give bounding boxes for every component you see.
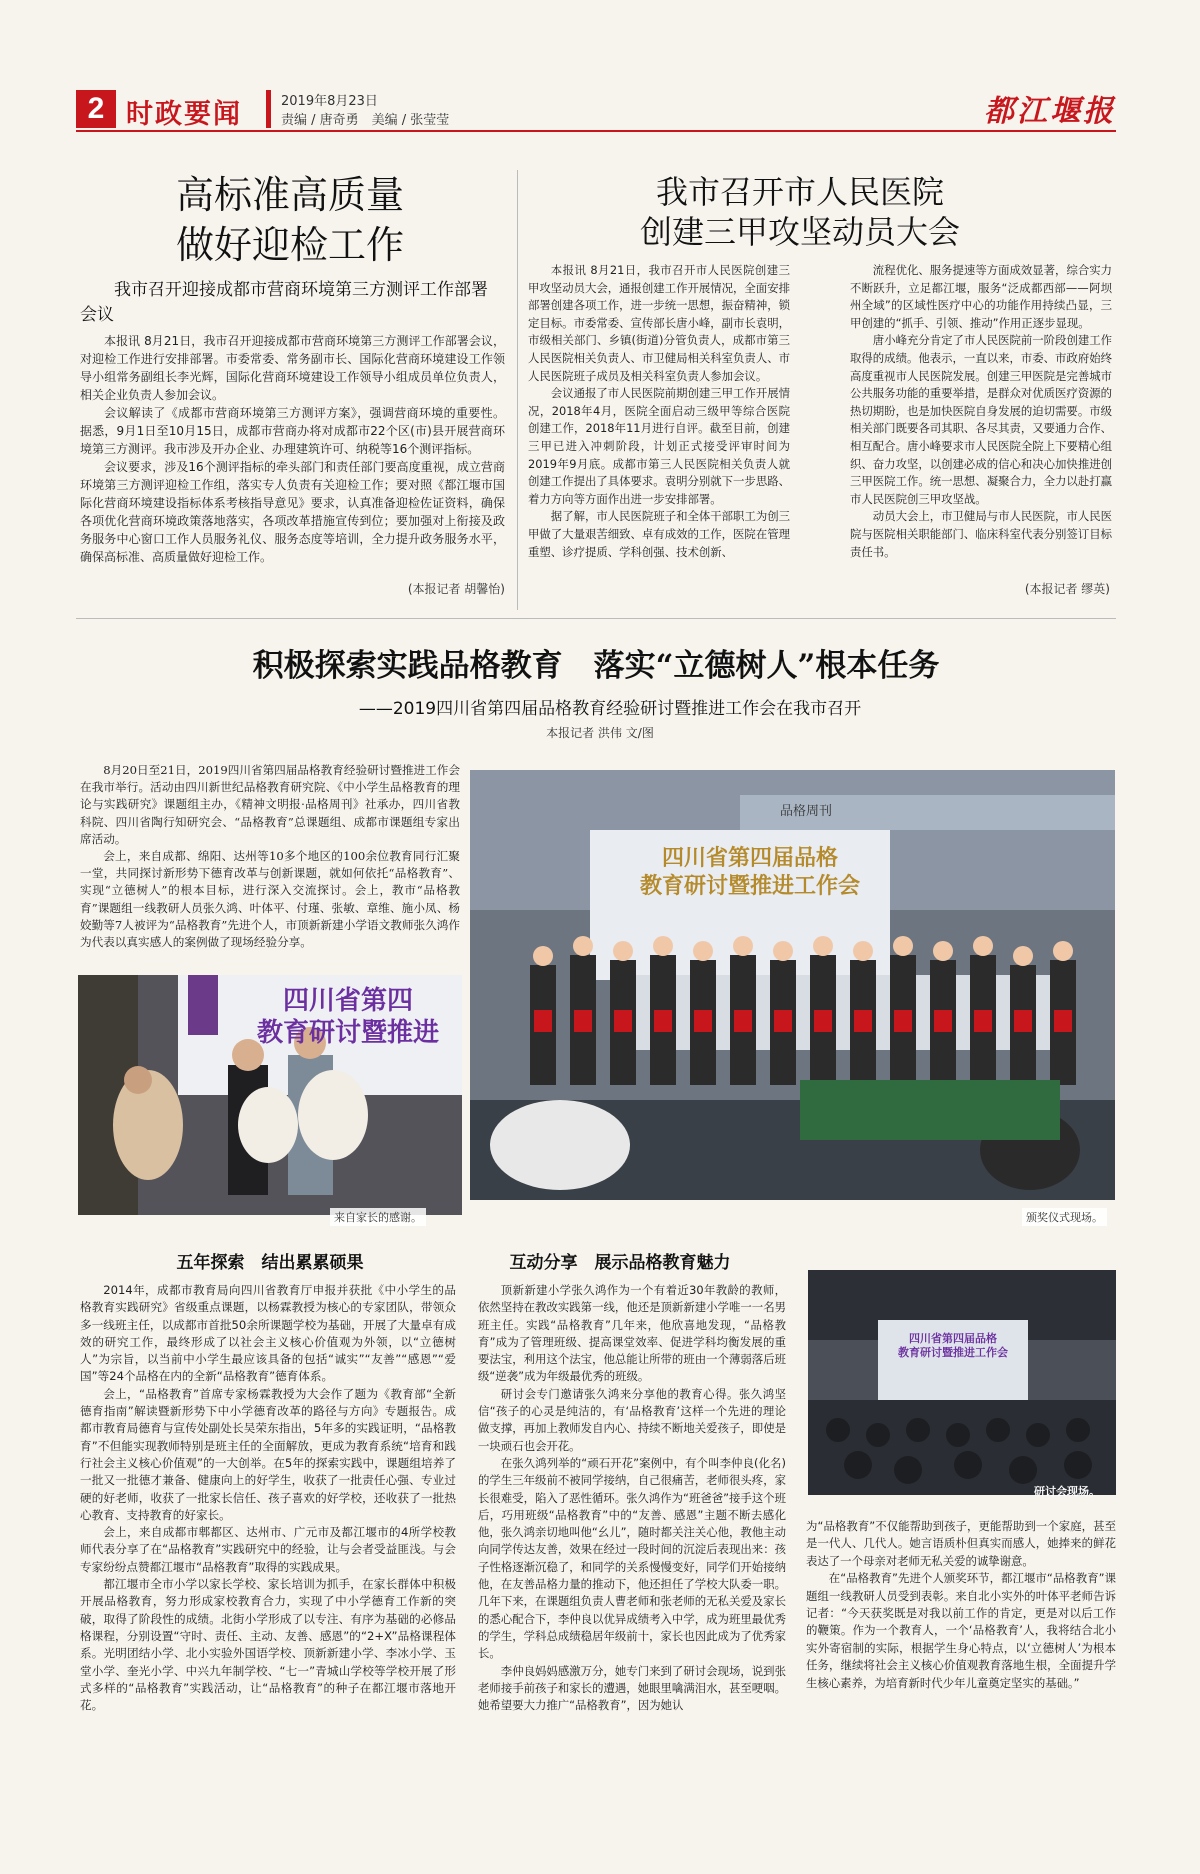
paragraph: 在“品格教育”先进个人颁奖环节，都江堰市“品格教育”课题组一线教研人员受到表彰。来自北小实外的叶体平老师告诉记者：“今天获奖既是对我以前工作的肯定，更是对以后工作的鞭策。作为一个教育人，一个‘品格教育’人，我将结合北小实外寄宿制的实际，根据学生身心特点，以‘立德树人’为根本任务，继续将社会主义核心价值观教育落地生根，全面提升学生核心素养，为培育新时代少年儿童奠定坚实的基础。” [806, 1571, 1116, 1690]
banner-line: 四川省第四届品格 [661, 846, 838, 871]
article1-subhead: 我市召开迎接成都市营商环境第三方测评工作部署会议 [80, 280, 488, 325]
right-photo-banner [886, 1332, 1020, 1360]
article1-headline [90, 170, 490, 270]
section-title: 时政要闻 [126, 99, 242, 130]
article3-headline: 积极探索实践品格教育 落实“立德树人”根本任务 [252, 648, 940, 684]
paragraph: 8月20日至21日，2019四川省第四届品格教育经验研讨暨推进工作会在我市举行。活动由四川新世纪品格教育研究院、《中小学生品格教育的理论与实践研究》课题组主办，《精神文明报·品格周刊》社承办，四川省教科院、四川省陶行知研究会、“品格教育”总课题组、成都市课题组专家出席活动。 [80, 763, 460, 846]
article2-headline [560, 172, 1040, 252]
column-divider [517, 170, 518, 610]
award-photo-caption: 颁奖仪式现场。 [1022, 1208, 1107, 1226]
paragraph: 2014年，成都市教育局向四川省教育厅申报并获批《中小学生的品格教育实践研究》省级重点课题，以杨霖教授为核心的专家团队，带领众多一线班主任，以成都市首批50余所课题学校为基础，开展了大量卓有成效的研究工作，最终形成了以社会主义核心价值观为外领，以“立德树人”为宗旨，以当前中小学生最应该具备的包括“诚实”“友善”“感恩”“爱国”等24个品格在内的全新“品格教育”德育体系。 [80, 1283, 456, 1384]
section2-title: 互动分享 展示品格教育魅力 [509, 1253, 731, 1273]
section1-body [80, 1282, 456, 1714]
paragraph: 流程优化、服务提速等方面成效显著，综合实力不断跃升，立足都江堰，服务“泛成都西部——阿坝州全域”的区域性医疗中心的功能作用持续凸显，三甲创建的“抓手、引领、推动”作用正逐步显现。 [850, 263, 1113, 330]
paragraph: 会上，来自成都、绵阳、达州等10多个地区的100余位教育同行汇聚一堂，共同探讨新形势下德育改革与创新课题，就如何依托“品格教育”、实现“立德树人”的根本目标，进行深入交流探讨。会上，教市“品格教育”课题组一线教研人员张久鸿、叶体平、付瑾、张敏、章维、施小凤、杨姣勤等7人被评为“品格教育”先进个人，市顶新新建小学语文教师张久鸿作为代表以真实感人的案例做了现场经验分享。 [80, 849, 460, 950]
award-ceremony-photo [470, 770, 1115, 1200]
banner-line: 四川省第四 [282, 986, 413, 1016]
left-photo-banner [228, 985, 462, 1049]
article3-subtitle: ——2019四川省第四届品格教育经验研讨暨推进工作会在我市召开 [358, 699, 862, 719]
article1-headline-line1: 高标准高质量 [175, 173, 404, 217]
section3-body [806, 1518, 1116, 1692]
banner-line: 教育研讨暨推进工作会 [639, 874, 860, 899]
paragraph: 会上，来自成都市郫都区、达州市、广元市及都江堰市的4所学校教师代表分享了在“品格教育”实践研究中的经验，让与会者受益匪浅。与会专家纷纷点赞都江堰市“品格教育”取得的实践成果。 [80, 1525, 456, 1574]
paragraph: 都江堰市全市小学以家长学校、家长培训为抓手，在家长群体中积极开展品格教育，努力形成家校教育合力，实现了中小学德育工作新的突破，取得了阶段性的成绩。北街小学形成了以专注、有序为基础的必修品格课程，分别设置“守时、责任、主动、友善、感恩”的“2+X”品格课程体系。光明团结小学、北小实验外国语学校、顶新新建小学、李冰小学、玉堂小学、奎光小学、中兴九年制学校、“七一”青城山学校等学校开展了形式多样的“品格教育”实践活动，让“品格教育”的种子在都江堰市落地开花。 [80, 1577, 456, 1713]
parent-thanks-photo [78, 975, 462, 1215]
article2-body-col1 [528, 262, 790, 561]
paragraph: 会议通报了市人民医院前期创建三甲工作开展情况，2018年4月，医院全面启动三级甲等综合医院创建工作，2018年11月进行自评。截至目前，创建三甲已进入冲刺阶段，计划正式接受评审时间为2019年9月底。成都市第三人民医院相关负责人就创建工作提出了具体要求。袁明分别就下一步思路、着力方向等方面作出进一步安排部署。 [528, 386, 791, 506]
paragraph: 动员大会上，市卫健局与市人民医院，市人民医院与医院相关职能部门、临床科室代表分别签订目标责任书。 [850, 509, 1113, 559]
article2-headline-line2: 创建三甲攻坚动员大会 [639, 213, 960, 251]
paragraph: 会上，“品格教育”首席专家杨霖教授为大会作了题为《教育部“全新德育指南”解读暨新形势下中小学德育改革的路径与方向》专题报告。成都市教育局德育与宣传处副处长吴荣东指出，5年多的实践证明，“品格教育”不但能实现教师特别是班主任的全面解放，更成为教育系统“培育和践行社会主义核心价值观”的一大创举。在5年的探索实践中，课题组培养了一批又一批德才兼备、健康向上的好学生，收获了一批责任心强、专业过硬的好老师，收获了一批家长信任、孩子喜欢的好学校，还收获了一批热心教育、支持教育的好家长。 [80, 1386, 456, 1522]
banner-line: 四川省第四届品格 [909, 1332, 997, 1345]
article1-byline: (本报记者 胡馨怡) [407, 582, 505, 596]
section1-title: 五年探索 结出累累硕果 [176, 1253, 364, 1273]
paragraph: 研讨会专门邀请张久鸿来分享他的教育心得。张久鸿坚信“孩子的心灵是纯洁的，有‘品格教育’这样一个先进的理论做支撑，再加上教师发自内心、持续不断地关爱孩子，即使是一块顽石也会开花。 [478, 1386, 786, 1453]
parent-photo-caption: 来自家长的感谢。 [330, 1208, 426, 1226]
banner-line: 教育研讨暨推进 [256, 1018, 439, 1048]
section2-body [478, 1282, 786, 1714]
article2-headline-line1: 我市召开市人民医院 [655, 173, 944, 211]
article3-intro [80, 762, 460, 951]
seminar-photo-caption: 研讨会现场。 [1034, 1485, 1100, 1498]
page-number: 2 [76, 90, 116, 128]
paragraph: 本报讯 8月21日，我市召开市人民医院创建三甲攻坚动员大会，通报创建工作开展情况，全面安排部署创建各项工作，进一步统一思想，振奋精神，锁定目标。市委常委、宣传部长唐小峰，副市长袁明，市级相关部门、乡镇(街道)分管负责人，成都市第三人民医院相关负责人、市卫健局相关科室负责人、市人民医院班子成员及相关科室负责人参加会议。 [528, 263, 790, 383]
paragraph: 本报讯 8月21日，我市召开迎接成都市营商环境第三方测评工作部署会议，对迎检工作进行安排部署。市委常委、常务副市长、国际化营商环境建设工作领导小组常务副组长李光辉，国际化营商环境建设工作领导小组成员单位负责人，相关企业负责人参加会议。 [80, 334, 505, 402]
banner-line: 教育研讨暨推进工作会 [898, 1346, 1008, 1359]
paragraph: 李仲良妈妈感激万分，她专门来到了研讨会现场，说到张老师接手前孩子和家长的遭遇，她眼里噙满泪水，甚至哽咽。她希望要大力推广“品格教育”，因为她认 [478, 1663, 786, 1713]
paragraph: 会议解读了《成都市营商环境第三方测评方案》，强调营商环境的重要性。据悉，9月1日至10月15日，成都市营商办将对成都市22个区(市)县开展营商环境第三方测评。我市涉及开办企业、办理建筑许可、纳税等16个测评指标。 [80, 406, 505, 456]
editors: 责编 / 唐奇勇 美编 / 张莹莹 [281, 113, 450, 128]
paragraph: 为“品格教育”不仅能帮助到孩子，更能帮助到一个家庭，甚至是一代人、几代人。她言语质朴但真实而感人，她捧来的鲜花表达了一个母亲对老师无私关爱的诚挚谢意。 [806, 1519, 1116, 1568]
paragraph: 会议要求，涉及16个测评指标的牵头部门和责任部门要高度重视，成立营商环境第三方测评迎检工作组，落实专人负责有关迎检工作；要对照《都江堰市国际化营商环境建设指标体系考核指导意见》要求，认真准备迎检佐证资料，确保各项优化营商环境政策落地落实，各项改革措施宣传到位；要加强对上衔接及政务服务中心窗口工作人员服务礼仪、服务态度等培训，全力提升政务服务水平，确保高标准、高质量做好迎检工作。 [80, 460, 505, 564]
paragraph: 在张久鸿列举的“顽石开花”案例中，有个叫李仲良(化名)的学生三年级前不被同学接纳，自己很痛苦，老师很头疼，家长很难受，陷入了恶性循环。张久鸿作为“班爸爸”接手这个班后，巧用班级“品格教育”中的“友善、感恩”主题不断去感化他，张久鸿亲切地叫他“幺儿”，随时都关注关心他，教他主动向同学传达友善，效果在经过一段时间的沉淀后表现出来：孩子性格逐渐沉稳了，和同学的关系慢慢变好，同学们开始接纳他，在友善品格力量的推动下，他还担任了学校大队委一职。几年下来，在课题组负责人曹老师和张老师的无私关爱及家长的悉心配合下，李仲良以优异成绩考入中学，成为班里最优秀的学生，学科总成绩稳居年级前十，家长也因此成为了优秀家长。 [478, 1455, 786, 1661]
article1-headline-line2: 做好迎检工作 [175, 223, 404, 267]
paragraph: 据了解，市人民医院班子和全体干部职工为创三甲做了大量艰苦细致、卓有成效的工作，医院在管理重塑、诊疗提质、学科创强、技术创新、 [528, 509, 791, 559]
article2-body-col2 [850, 262, 1112, 561]
stage-banner [610, 845, 890, 901]
paragraph: 唐小峰充分肯定了市人民医院前一阶段创建工作取得的成绩。他表示，一直以来，市委、市政府始终高度重视市人民医院发展。创建三甲医院是完善城市公共服务功能的重要举措，是群众对优质医疗资源的热切期盼，也是加快医院自身发展的迫切需要。市级相关部门既要各司其职、各尽其责，又要通力合作、相互配合。唐小峰要求市人民医院全院上下要精心组织、奋力攻坚，以创建必成的信心和决心加快推进创三甲医院工作。统一思想、凝聚合力，全力以赴打赢市人民医院创三甲攻坚战。 [850, 333, 1113, 506]
article1-body [80, 332, 505, 566]
article2-byline: (本报记者 缪英) [1024, 582, 1110, 596]
newspaper-logo: 都江堰报 [984, 94, 1116, 129]
header-divider [266, 90, 271, 128]
section-rule [76, 618, 1116, 619]
issue-date: 2019年8月23日 [281, 94, 378, 109]
article3-byline: 本报记者 洪伟 文/图 [546, 726, 654, 740]
banner-top-text: 品格周刊 [780, 804, 833, 819]
page-header [76, 86, 1116, 128]
seminar-photo [808, 1270, 1116, 1495]
header-rule [76, 130, 1116, 132]
paragraph: 顶新新建小学张久鸿作为一个有着近30年教龄的教师，依然坚持在教改实践第一线，他还是顶新新建小学唯一一名男班主任。实践“品格教育”几年来，他欣喜地发现，“品格教育”成为了管理班级、提高课堂效率、促进学科均衡发展的重要法宝，利用这个法宝，他总能让所带的班由一个薄弱落后班级“逆袭”成为年级最优秀的班级。 [478, 1283, 786, 1384]
